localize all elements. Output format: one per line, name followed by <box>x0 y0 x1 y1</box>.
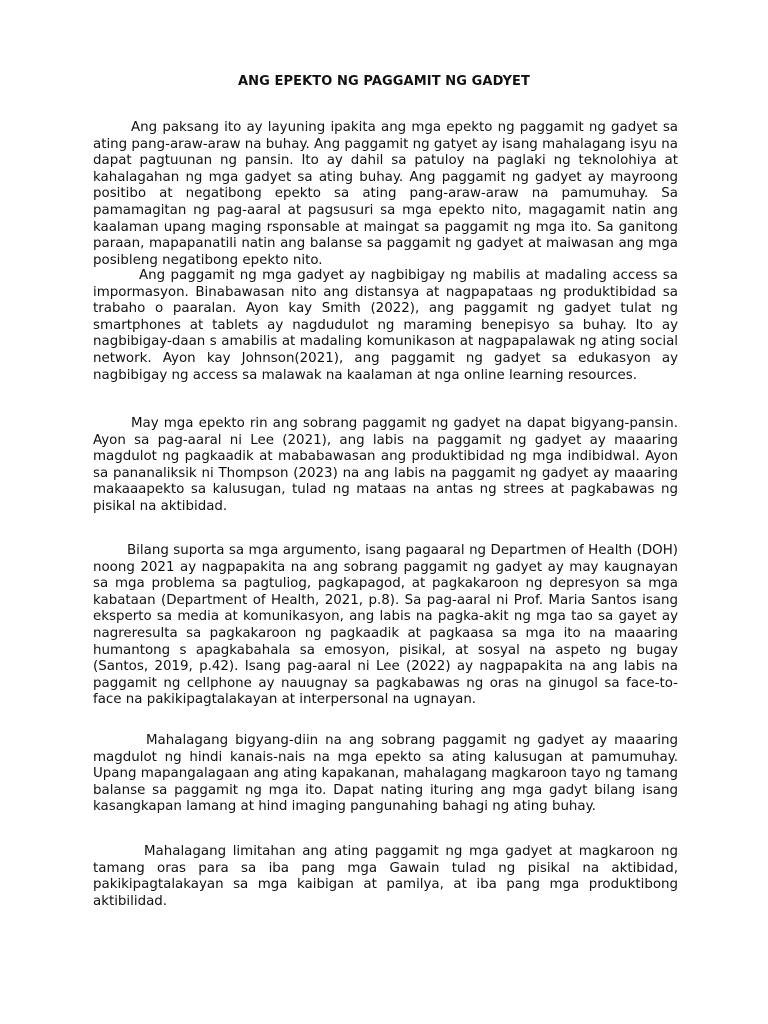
document-title: ANG EPEKTO NG PAGGAMIT NG GADYET <box>238 74 530 89</box>
paragraph-supporting-studies: Bilang suporta sa mga argumento, isang pagaaral ng Departmen of Health (DOH) noong 2021 ay nagpapakita na ang sobrang paggamit ng gadyet ay may kaugnayan sa mga problema sa pagtuliog, pagkapagod, at pagkakaroon ng depresyon sa mga kabataan (Department of Health, 2021, p.8). Sa pag-aaral ni Prof. Maria Santos isang eksperto sa media at komunikasyon, ang labis na pagka-akit ng mga tao sa gayet ay nagreresulta sa pagkakaroon ng pagkaadik at pagkaasa sa mga ito na maaaring humantong s apagkabahala sa emosyon, pisikal, at sosyal na aspeto ng bugay (Santos, 2019, p.42). Isang pag-aaral ni Lee (2022) ay nagpapakita na ang labis na paggamit ng cellphone ay nauugnay sa pagkabawas ng oras na ginugol sa face-to-face na pakikipagtalakayan at interpersonal na ugnayan. <box>93 543 678 708</box>
paragraph-conclusion: Mahalagang limitahan ang ating paggamit ng mga gadyet at magkaroon ng tamang oras para sa iba pang mga Gawain tulad ng pisikal na aktibidad, pakikipagtalakayan sa mga kaibigan at pamilya, at iba pang mga produktibong aktibilidad. <box>93 844 678 909</box>
paragraph-benefits: Ang paggamit ng mga gadyet ay nagbibigay ng mabilis at madaling access sa impormasyon. Binabawasan nito ang distansya at nagpapataas ng produktibidad sa trabaho o paaralan. Ayon kay Smith (2022), ang paggamit ng gadyet tulat ng smartphones at tablets ay nagdudulot ng maraming benepisyo sa buhay. Ito ay nagbibigay-daan s amabilis at madaling komunikason at nagpapalawak ng ating social network. Ayon kay Johnson(2021), ang paggamit ng gadyet sa edukasyon ay nagbibigay ng access sa malawak na kaalaman at nga online learning resources. <box>93 268 678 383</box>
paragraph-negative-effects: May mga epekto rin ang sobrang paggamit ng gadyet na dapat bigyang-pansin. Ayon sa pag-aaral ni Lee (2021), ang labis na paggamit ng gadyet ay maaaring magdulot ng pagkaadik at mababawasan ang produktibidad ng mga indibidwal. Ayon sa pananaliksik ni Thompson (2023) na ang labis na paggamit ng gadyet ay maaaring makaaapekto sa kalusugan, tulad ng mataas na antas ng strees at pagkabawas ng pisikal na aktibidad. <box>93 416 678 514</box>
paragraph-emphasis: Mahalagang bigyang-diin na ang sobrang paggamit ng gadyet ay maaaring magdulot ng hindi kanais-nais na mga epekto sa ating kalusugan at pamumuhay. Upang mapangalagaan ang ating kapakanan, mahalagang magkaroon tayo ng tamang balanse sa paggamit ng mga ito. Dapat nating ituring ang mga gadyt bilang isang kasangkapan lamang at hind imaging pangunahing bahagi ng ating buhay. <box>93 733 678 815</box>
paragraph-introduction: Ang paksang ito ay layuning ipakita ang mga epekto ng paggamit ng gadyet sa ating pang-araw-araw na buhay. Ang paggamit ng gatyet ay isang mahalagang isyu na dapat pagtuunan ng pansin. Ito ay dahil sa patuloy na paglaki ng teknolohiya at kahalagahan ng mga gadyet sa ating buhay. Ang paggamit ng gadyet ay mayroong positibo at negatibong epekto sa ating pang-araw-araw na pamumuhay. Sa pamamagitan ng pag-aaral at pagsusuri sa mga epekto nito, magagamit natin ang kaalaman upang maging rsponsable at maingat sa paggamit ng mga ito. Sa ganitong paraan, mapapanatili natin ang balanse sa paggamit ng gadyet at maiwasan ang mga posibleng negatibong epekto nito. <box>93 120 678 268</box>
